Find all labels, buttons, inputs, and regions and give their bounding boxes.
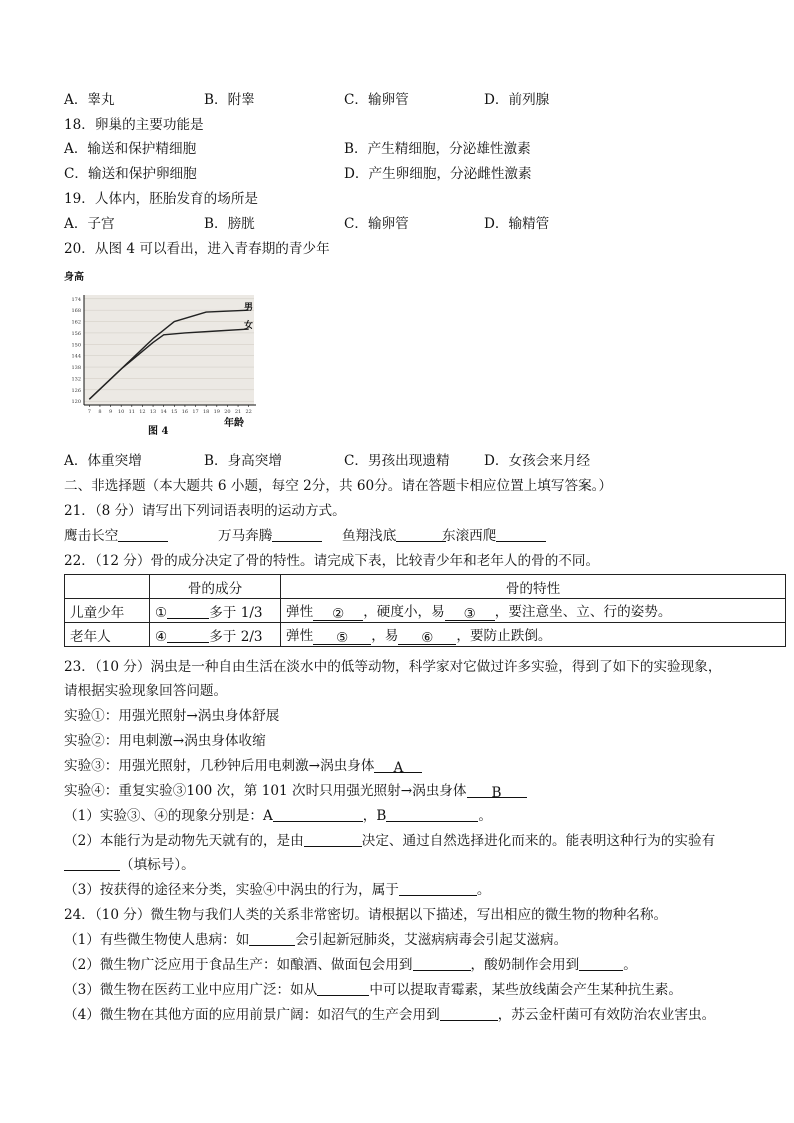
x-tick-label: 16 [181, 409, 189, 415]
q23-part-2-cont: （填标号）。 [64, 855, 195, 875]
figure-caption: 图 4 [148, 426, 169, 437]
q18-option-b: B．产生精细胞，分泌雄性激素 [344, 141, 531, 157]
x-tick-label: 18 [203, 409, 210, 415]
q23-part-3: （3）按获得的途径来分类，实验④中涡虫的行为，属于 。 [64, 882, 491, 898]
y-tick-label: 144 [71, 353, 81, 360]
x-tick-label: 20 [224, 409, 231, 415]
answer-blank[interactable] [64, 856, 120, 871]
property-cell: 弹性 ② ，硬度小，易 ③ ，要注意坐、立、行的姿势。 [281, 599, 786, 623]
answer-blank[interactable] [496, 527, 546, 542]
answer-blank[interactable] [167, 628, 209, 643]
experiment-3: 实验③：用强光照射，几秒钟后用电刺激→涡虫身体 A [64, 756, 422, 776]
answer-blank[interactable] [396, 527, 446, 542]
y-tick-label: 156 [71, 330, 81, 337]
answer-blank[interactable] [413, 956, 471, 971]
y-tick-label: 120 [71, 399, 81, 406]
header-cell-composition: 骨的成分 [150, 575, 281, 599]
q23-part-1: （1）实验③、④的现象分别是：A ，B 。 [64, 808, 492, 824]
x-tick-label: 10 [118, 409, 125, 415]
answer-blank[interactable]: ⑤ [313, 630, 371, 645]
y-axis-label: 身高 [64, 272, 84, 283]
q24-line-1: （1）有些微生物使人患病：如 会引起新冠肺炎，艾滋病病毒会引起艾滋病。 [64, 932, 568, 948]
x-tick-labels [88, 405, 252, 415]
x-tick-label: 21 [234, 409, 242, 415]
experiment-4: 实验④：重复实验③100 次，第 101 次时只用强光照射→涡虫身体 B [64, 781, 527, 801]
q20-stem: 20．从图 4 可以看出，进入青春期的青少年 [64, 241, 330, 257]
q18-option-d: D．产生卵细胞，分泌雌性激素 [344, 166, 532, 182]
q19-option-b: B．膀胱 [204, 216, 255, 232]
answer-blank[interactable] [579, 956, 623, 971]
q24-stem: 24．（10 分）微生物与我们人类的关系非常密切。请根据以下描述，写出相应的微生物的物种名称。 [64, 907, 668, 923]
legend-female: 女 [244, 321, 254, 331]
q17-option-d: D．前列腺 [484, 92, 550, 108]
row-group-label: 老年人 [65, 623, 150, 647]
q17-option-a: A．睾丸 [64, 92, 115, 108]
y-tick-label: 138 [71, 365, 81, 372]
q21-item-2: 万马奔腾 [218, 526, 322, 546]
answer-blank[interactable] [386, 807, 478, 822]
q23-stem-line2: 请根据实验现象回答问题。 [64, 683, 228, 699]
y-tick-label: 132 [71, 376, 81, 383]
q22-stem: 22．（12 分）骨的成分决定了骨的特性。请完成下表，比较青少年和老年人的骨的不同。 [64, 553, 600, 569]
answer-blank[interactable]: ② [313, 606, 363, 621]
table-header-row [65, 575, 786, 599]
y-tick-label: 150 [71, 342, 81, 349]
q24-line-4: （4）微生物在其他方面的应用前景广阔：如沼气的生产会用到 ，苏云金杆菌可有效防治农业害虫。 [64, 1007, 716, 1023]
x-tick-label: 13 [149, 409, 157, 415]
answer-blank[interactable] [272, 527, 322, 542]
q20-option-b: B．身高突增 [204, 453, 282, 469]
y-tick-label: 174 [71, 296, 81, 303]
q19-option-a: A．子宫 [64, 216, 115, 232]
q24-line-2: （2）微生物广泛应用于食品生产：如酿酒、做面包会用到 ，酸奶制作会用到 。 [64, 957, 637, 973]
x-tick-label: 17 [192, 409, 199, 415]
x-tick-label: 11 [128, 409, 135, 415]
answer-blank[interactable] [249, 931, 295, 946]
q18-option-a: A．输送和保护精细胞 [64, 141, 197, 157]
header-cell-empty [65, 575, 150, 599]
q20-option-c: C．男孩出现遗精 [344, 453, 450, 469]
growth-chart [62, 268, 262, 440]
table-row [65, 599, 786, 623]
answer-blank[interactable]: ⑥ [398, 630, 456, 645]
composition-cell: ① 多于 1/3 [150, 599, 281, 623]
legend-male: 男 [244, 303, 254, 313]
x-axis-label: 年龄 [224, 418, 244, 429]
q20-option-a: A．体重突增 [64, 453, 142, 469]
x-tick-label: 9 [108, 409, 113, 415]
composition-cell: ④ 多于 2/3 [150, 623, 281, 647]
answer-blank[interactable] [317, 981, 369, 996]
y-tick-labels [71, 297, 81, 405]
x-tick-label: 15 [171, 409, 178, 415]
answer-blank[interactable] [440, 1006, 498, 1021]
x-tick-label: 8 [98, 409, 102, 415]
answer-blank-b[interactable]: B [467, 783, 527, 798]
x-tick-label: 22 [245, 409, 252, 415]
q18-option-c: C．输送和保护卵细胞 [64, 166, 197, 182]
q23-stem-line1: 23．（10 分）涡虫是一种自由生活在淡水中的低等动物，科学家对它做过许多实验，得到了如下的实验现象， [64, 659, 722, 675]
x-tick-label: 19 [213, 409, 220, 415]
answer-blank[interactable] [273, 807, 363, 822]
q24-line-3: （3）微生物在医药工业中应用广泛：如从 中可以提取青霉素，某些放线菌会产生某种抗生素。 [64, 982, 682, 998]
section-two-heading: 二、非选择题（本大题共 6 小题，每空 2分，共 60分。请在答题卡相应位置上填写答案。） [64, 478, 613, 494]
q19-option-c: C．输卵管 [344, 216, 409, 232]
x-tick-label: 12 [139, 409, 146, 415]
answer-blank[interactable] [399, 881, 477, 896]
bone-comparison-table [64, 574, 786, 647]
experiment-2: 实验②：用电刺激→涡虫身体收缩 [64, 733, 266, 749]
answer-blank[interactable] [304, 832, 362, 847]
x-tick-label: 14 [160, 409, 167, 415]
q17-option-b: B．附睾 [204, 92, 255, 108]
row-group-label: 儿童少年 [65, 599, 150, 623]
answer-blank-a[interactable]: A [374, 758, 422, 773]
q23-part-2: （2）本能行为是动物先天就有的，是由 决定、通过自然选择进化而来的。能表明这种行为的实验有 [64, 833, 716, 849]
experiment-1: 实验①：用强光照射→涡虫身体舒展 [64, 708, 280, 724]
answer-blank[interactable] [167, 604, 209, 619]
y-tick-label: 162 [71, 319, 81, 326]
q17-option-c: C．输卵管 [344, 92, 409, 108]
q21-stem: 21．（8 分）请写出下列词语表明的运动方式。 [64, 503, 346, 519]
q21-item-3: 鱼翔浅底 [342, 526, 446, 546]
property-cell: 弹性 ⑤ ，易 ⑥ ，要防止跌倒。 [281, 623, 786, 647]
q19-stem: 19．人体内，胚胎发育的场所是 [64, 191, 259, 207]
q18-stem: 18．卵巢的主要功能是 [64, 117, 204, 133]
header-cell-property: 骨的特性 [281, 575, 786, 599]
y-tick-label: 126 [71, 387, 81, 394]
table-row [65, 623, 786, 647]
answer-blank[interactable] [118, 527, 168, 542]
y-tick-label: 168 [71, 308, 81, 315]
q20-option-d: D．女孩会来月经 [484, 453, 591, 469]
x-tick-label: 7 [87, 409, 91, 415]
q19-option-d: D．输精管 [484, 216, 550, 232]
answer-blank[interactable]: ③ [445, 606, 495, 621]
q21-item-4: 东滚西爬 [442, 526, 546, 546]
q21-item-1: 鹰击长空 [64, 526, 168, 546]
